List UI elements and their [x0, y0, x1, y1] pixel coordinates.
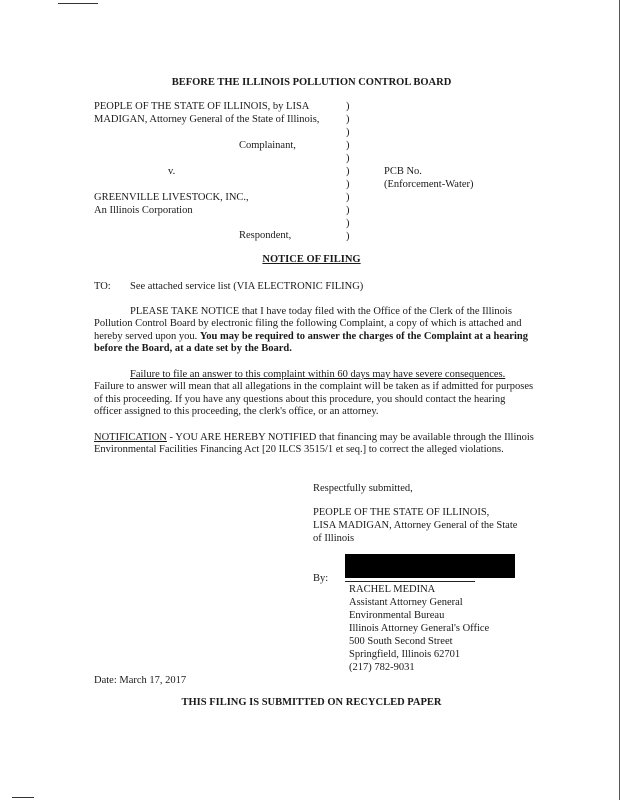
signer-org-line-3: of Illinois: [313, 533, 355, 544]
signer-org-line-2: LISA MADIGAN, Attorney General of the State: [313, 520, 518, 531]
pcb-number-label: PCB No.: [384, 166, 422, 177]
scan-mark-top: [58, 3, 98, 4]
signer-street: 500 South Second Street: [349, 636, 453, 647]
caption-paren: ): [346, 218, 350, 229]
caption-paren: ): [346, 166, 350, 177]
caption-paren: ): [346, 101, 350, 112]
signer-office: Illinois Attorney General's Office: [349, 623, 490, 634]
closing-text: Respectfully submitted,: [313, 483, 413, 494]
to-value: See attached service list (VIA ELECTRONIC FILING): [130, 281, 364, 292]
signer-bureau: Environmental Bureau: [349, 610, 445, 621]
notice-paragraph-3: [94, 432, 534, 457]
defendant-line-1: GREENVILLE LIVESTOCK, INC.,: [94, 192, 249, 203]
complainant-label: Complainant,: [239, 140, 296, 151]
scan-mark-bottom-left: [12, 797, 34, 798]
caption-paren: ): [346, 231, 350, 242]
signer-city: Springfield, Illinois 62701: [349, 649, 461, 660]
respondent-label: Respondent,: [239, 230, 292, 241]
plaintiff-line-1: PEOPLE OF THE STATE OF ILLINOIS, by LISA: [94, 101, 310, 112]
notice-paragraph-2-text: Failure to answer will mean that all allegations in the complaint will be taken as if admitted for purposes of this proceeding. If you have any questions about this procedure, you should contact the hearing officer assigned to this proceeding, the clerk's office, or an attorney.: [94, 381, 534, 418]
signer-title: Assistant Attorney General: [349, 597, 463, 608]
signer-phone: (217) 782-9031: [349, 662, 415, 673]
caption-paren: ): [346, 127, 350, 138]
versus-label: v.: [168, 166, 176, 177]
signature-line: [345, 581, 475, 582]
notice-paragraph-2-underlined: Failure to file an answer to this complaint within 60 days may have severe consequences.: [130, 369, 506, 380]
notice-paragraph-1-bold: You may be required to answer the charges of the Complaint at a hearing before the Board, at a date set by the Board.: [94, 330, 528, 355]
notice-paragraph-2: [94, 369, 534, 419]
scan-mark-right-edge: [619, 0, 620, 800]
signer-org-line-1: PEOPLE OF THE STATE OF ILLINOIS,: [313, 507, 490, 518]
notice-title: NOTICE OF FILING: [262, 254, 361, 265]
caption-paren: ): [346, 140, 350, 151]
caption-paren: ): [346, 192, 350, 203]
to-label: TO:: [94, 281, 111, 292]
filing-date: Date: March 17, 2017: [94, 675, 187, 686]
plaintiff-line-2: MADIGAN, Attorney General of the State of Illinois,: [94, 114, 320, 125]
document-heading: BEFORE THE ILLINOIS POLLUTION CONTROL BOARD: [171, 77, 452, 88]
caption-paren: ): [346, 153, 350, 164]
caption-paren: ): [346, 114, 350, 125]
signer-name: RACHEL MEDINA: [349, 584, 436, 595]
notice-paragraph-3-text: - YOU ARE HEREBY NOTIFIED that financing may be available through the Illinois Environmental Facilities Financing Act [20 ILCS 3515/1 et seq.] to correct the alleged violations.: [94, 432, 534, 456]
case-type-label: (Enforcement-Water): [384, 179, 474, 190]
defendant-line-2: An Illinois Corporation: [94, 205, 193, 216]
notification-label: NOTIFICATION: [94, 432, 167, 443]
caption-paren: ): [346, 205, 350, 216]
caption-paren: ): [346, 179, 350, 190]
notice-paragraph-1: [94, 306, 534, 356]
by-label: By:: [313, 573, 329, 584]
recycled-paper-footer: THIS FILING IS SUBMITTED ON RECYCLED PAPER: [181, 697, 442, 708]
redacted-signature: [345, 554, 515, 578]
notice-paragraph-1-text: PLEASE TAKE NOTICE that I have today filed with the Office of the Clerk of the Illinois Pollution Control Board by electronic filing the following Complaint, a copy of which is attached and hereby served upon you.: [94, 306, 522, 342]
